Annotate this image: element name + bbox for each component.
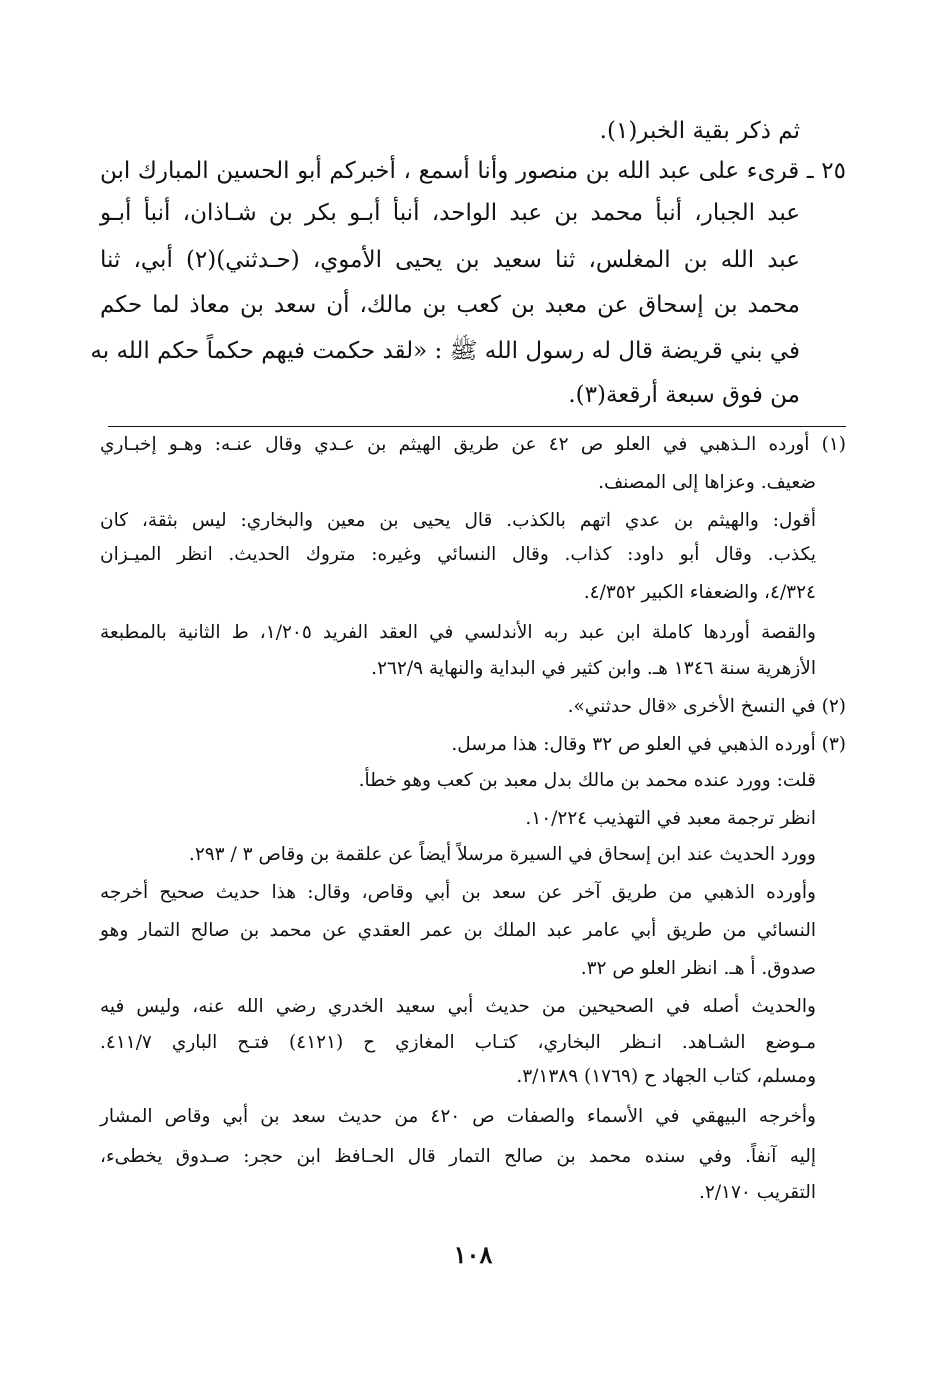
main-line-2: ٢٥ ـ قرىء على عبد الله بن منصور وأنا أسمع ، أخبركم أبو الحسين المبارك ابن [100, 158, 846, 184]
footnote-line-7: الأزهرية سنة ١٣٤٦ هـ. وابن كثير في البداية والنهاية ٢٦٢/٩. [371, 658, 816, 679]
footnote-line-9: (٣) أورده الذهبي في العلو ص ٣٢ وقال: هذا مرسل. [451, 734, 846, 755]
footnote-line-21: التقريب ٢/١٧٠. [699, 1182, 816, 1203]
footnote-line-1: (١) أورده الـذهبي في العلو ص ٤٢ عن طريق الهيثم بن عـدي وقال عنـه: وهـو إخبـاري [100, 434, 846, 455]
main-line-6: في بني قريضة قال له رسول الله ﷺ : «لقد حكمت فيهم حكماً حكم الله به [90, 338, 800, 364]
footnote-line-4: يكذب. وقال أبو داود: كذاب. وقال النسائي وغيره: متروك الحديث. انظر الميـزان [100, 544, 816, 565]
footnote-line-20: إليه آنفاً. وفي سنده محمد بن صالح التمار قال الحـافظ ابن حجر: صـدوق يخطىء، [100, 1146, 816, 1167]
footnote-line-19: وأخرجه البيهقي في الأسماء والصفات ص ٤٢٠ من حديث سعد بن أبي وقاص المشار [100, 1106, 816, 1127]
main-line-7: من فوق سبعة أرقعة(٣). [568, 382, 800, 408]
footnote-line-15: صدوق. أ هـ. انظر العلو ص ٣٢. [580, 958, 816, 979]
footnote-line-18: ومسلم، كتاب الجهاد ح (١٧٦٩) ٣/١٣٨٩. [516, 1066, 816, 1087]
main-line-1: ثم ذكر بقية الخبر(١). [599, 118, 800, 144]
footnote-line-8: (٢) في النسخ الأخرى «قال حدثني». [567, 696, 846, 717]
main-line-4: عبد الله بن المغلس، ثنا سعيد بن يحيى الأموي، (حـدثني)(٢) أبي، ثنا [100, 247, 800, 273]
footnote-line-6: والقصة أوردها كاملة ابن عبد ربه الأندلسي في العقد الفريد ١/٢٠٥، ط الثانية بالمطبعة [100, 622, 816, 643]
footnote-line-2: ضعيف. وعزاها إلى المصنف. [598, 472, 816, 493]
footnote-line-11: انظر ترجمة معبد في التهذيب ١٠/٢٢٤. [525, 808, 816, 829]
main-line-5: محمد بن إسحاق عن معبد بن كعب بن مالك، أن سعد بن معاذ لما حكم [100, 292, 800, 318]
footnote-line-3: أقول: والهيثم بن عدي اتهم بالكذب. قال يحيى بن معين والبخاري: ليس بثقة، كان [100, 510, 816, 531]
footnote-separator [108, 426, 846, 427]
footnote-line-12: وورد الحديث عند ابن إسحاق في السيرة مرسلاً أيضاً عن علقمة بن وقاص ٣ / ٢٩٣. [188, 844, 816, 865]
footnote-line-5: ٤/٣٢٤، والضعفاء الكبير ٤/٣٥٢. [583, 582, 816, 603]
footnote-line-10: قلت: وورد عنده محمد بن مالك بدل معبد بن كعب وهو خطأ. [358, 770, 816, 791]
footnote-line-16: والحديث أصله في الصحيحين من حديث أبي سعيد الخدري رضي الله عنه، وليس فيه [100, 996, 816, 1017]
footnote-line-17: مـوضع الشـاهد. انـظر البخاري، كتـاب المغازي ح (٤١٢١) فتـح الباري ٤١١/٧. [100, 1032, 816, 1053]
footnote-line-14: النسائي من طريق أبي عامر عبد الملك بن عمر العقدي عن محمد بن صالح التمار وهو [100, 920, 816, 941]
main-line-3: عبد الجبار، أنبأ محمد بن عبد الواحد، أنبأ أبـو بكر بن شـاذان، أنبأ أبـو [100, 200, 800, 226]
footnote-line-13: وأورده الذهبي من طريق آخر عن سعد بن أبي وقاص، وقال: هذا حديث صحيح أخرجه [100, 882, 816, 903]
page-number: ١٠٨ [453, 1240, 493, 1269]
